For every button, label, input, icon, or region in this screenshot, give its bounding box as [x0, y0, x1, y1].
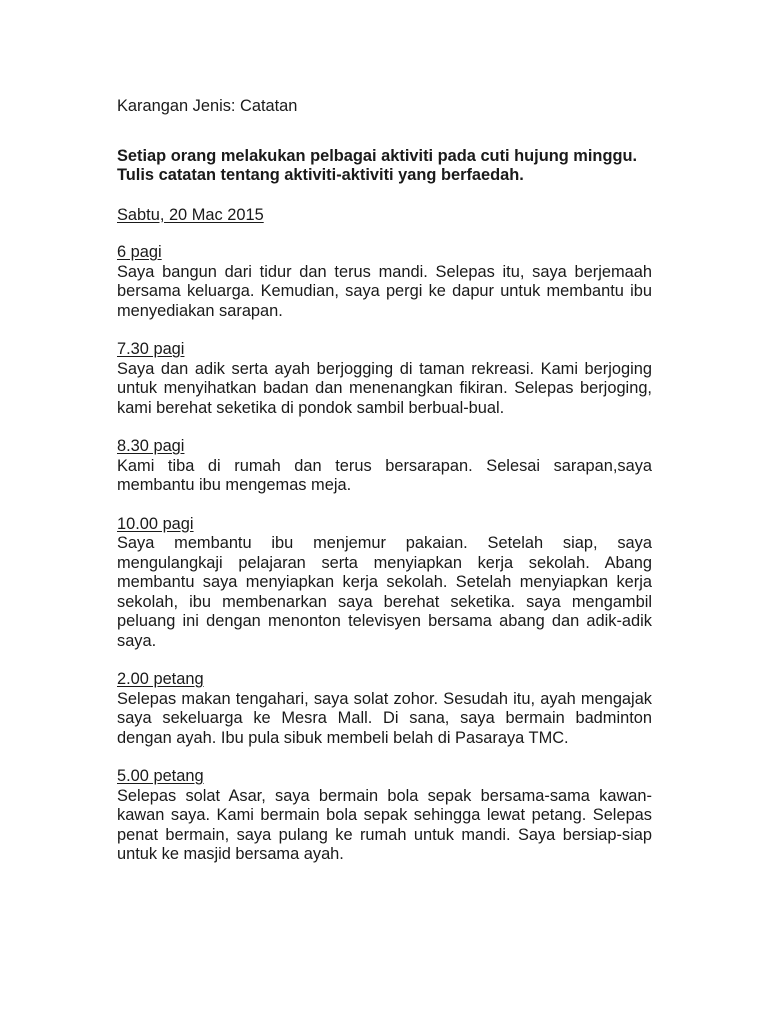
- entry-text: Saya bangun dari tidur dan terus mandi. Selepas itu, saya berjemaah bersama keluarga. Kemudian, saya pergi ke dapur untuk membantu ibu menyediakan sarapan.: [117, 262, 652, 320]
- diary-entry: [117, 670, 652, 748]
- entry-time: 2.00 petang: [117, 670, 204, 688]
- entry-text: Kami tiba di rumah dan terus bersarapan. Selesai sarapan,saya membantu ibu mengemas meja.: [117, 456, 652, 494]
- diary-entry: [117, 243, 652, 321]
- entry-text: Selepas makan tengahari, saya solat zohor. Sesudah itu, ayah mengajak saya sekeluarga ke Mesra Mall. Di sana, saya bermain badminton dengan ayah. Ibu pula sibuk membeli belah di Pasaraya TMC.: [117, 689, 652, 747]
- entry-time: 6 pagi: [117, 243, 162, 261]
- entry-time: 5.00 petang: [117, 767, 204, 785]
- diary-entry: [117, 767, 652, 865]
- diary-entry: [117, 515, 652, 652]
- entry-text: Selepas solat Asar, saya bermain bola sepak bersama-sama kawan-kawan saya. Kami bermain bola sepak sehingga lewat petang. Selepas penat bermain, saya pulang ke rumah untuk mandi. Saya bersiap-siap untuk ke masjid bersama ayah.: [117, 786, 652, 863]
- entry-time: 8.30 pagi: [117, 437, 185, 455]
- entry-time: 7.30 pagi: [117, 340, 185, 358]
- entry-text: Saya dan adik serta ayah berjogging di taman rekreasi. Kami berjoging untuk menyihatkan badan dan menenangkan fikiran. Selepas berjoging, kami berehat seketika di pondok sambil berbual-bual.: [117, 359, 652, 417]
- entry-time: 10.00 pagi: [117, 514, 194, 533]
- essay-question: Setiap orang melakukan pelbagai aktiviti pada cuti hujung minggu. Tulis catatan tentang aktiviti-aktiviti yang berfaedah.: [117, 146, 638, 184]
- essay-type-label: Karangan Jenis: Catatan: [117, 97, 298, 115]
- diary-entry: [117, 437, 652, 496]
- entry-text: Saya membantu ibu menjemur pakaian. Setelah siap, saya mengulangkaji pelajaran serta menyiapkan kerja sekolah. Abang membantu saya menyiapkan kerja sekolah. Setelah menyiapkan kerja sekolah, ibu membenarkan saya berehat seketika. saya mengambil peluang ini dengan menonton televisyen bersama abang dan adik-adik saya.: [117, 534, 652, 650]
- document-page: [117, 97, 652, 884]
- diary-date: Sabtu, 20 Mac 2015: [117, 205, 264, 224]
- diary-entry: [117, 340, 652, 418]
